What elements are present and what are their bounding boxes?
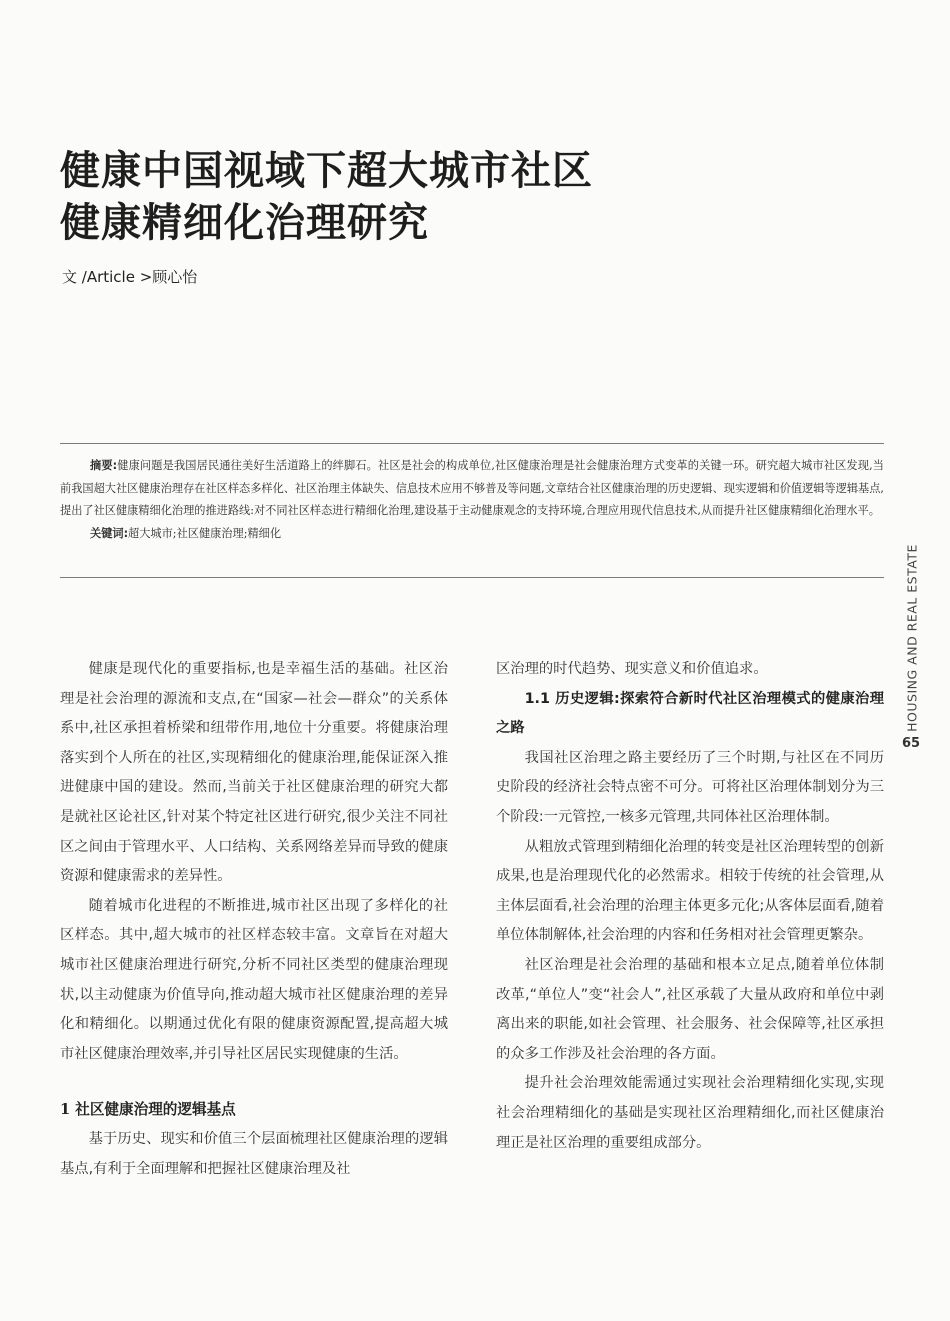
author-byline: 文 /Article >顾心怡 — [62, 268, 198, 286]
body-paragraph: 从粗放式管理到精细化治理的转变是社区治理转型的创新成果,也是治理现代化的必然需求。相较于传统的社会管理,从主体层面看,社会治理的治理主体更多元化;从客体层面看,随着单位体制解体,社会治理的内容和任务相对社会管理更繁杂。 — [496, 838, 884, 944]
running-head — [901, 544, 923, 732]
keywords-line — [60, 523, 884, 546]
abstract-paragraph — [60, 455, 884, 523]
abstract-top-rule — [60, 443, 884, 444]
body-paragraph: 社区治理是社会治理的基础和根本立足点,随着单位体制改革,“单位人”变“社会人”,社区承载了大量从政府和单位中剥离出来的职能,如社会管理、社会服务、社会保障等,社区承担的众多工作涉及社会治理的各方面。 — [496, 956, 884, 1062]
subsection-heading: 1.1 历史逻辑:探索符合新时代社区治理模式的健康治理之路 — [496, 690, 884, 737]
page-number: 65 — [902, 736, 921, 751]
body-right-column — [496, 655, 884, 1158]
abstract-bottom-rule — [60, 577, 884, 578]
body-left-column — [60, 655, 448, 1184]
abstract-block — [60, 455, 884, 545]
body-paragraph: 区治理的时代趋势、现实意义和价值追求。 — [496, 661, 768, 677]
article-title — [60, 145, 680, 249]
keywords-label: 关键词: — [90, 526, 129, 540]
keywords-text: 超大城市;社区健康治理;精细化 — [128, 526, 282, 540]
body-paragraph: 提升社会治理效能需通过实现社会治理精细化实现,实现社会治理精细化的基础是实现社区治理精细化,而社区健康治理正是社区治理的重要组成部分。 — [496, 1075, 884, 1151]
abstract-text: 健康问题是我国居民通往美好生活道路上的绊脚石。社区是社会的构成单位,社区健康治理是社会健康治理方式变革的关键一环。研究超大城市社区发现,当前我国超大社区健康治理存在社区样态多样化、社区治理主体缺失、信息技术应用不够普及等问题,文章结合社区健康治理的历史逻辑、现实逻辑和价值逻辑等逻辑基点,提出了社区健康精细化治理的推进路线:对不同社区样态进行精细化治理,建设基于主动健康观念的支持环境,合理应用现代信息技术,从而提升社区健康精细化治理水平。 — [60, 459, 884, 518]
body-paragraph: 随着城市化进程的不断推进,城市社区出现了多样化的社区样态。其中,超大城市的社区样态较丰富。文章旨在对超大城市社区健康治理进行研究,分析不同社区类型的健康治理现状,以主动健康为价值导向,推动超大城市社区健康治理的差异化和精细化。以期通过优化有限的健康资源配置,提高超大城市社区健康治理效率,并引导社区居民实现健康的生活。 — [60, 897, 448, 1062]
body-paragraph: 健康是现代化的重要指标,也是幸福生活的基础。社区治理是社会治理的源流和支点,在“国家—社会—群众”的关系体系中,社区承担着桥梁和纽带作用,地位十分重要。将健康治理落实到个人所在的社区,实现精细化的健康治理,能保证深入推进健康中国的建设。然而,当前关于社区健康治理的研究大都是就社区论社区,针对某个特定社区进行研究,很少关注不同社区之间由于管理水平、人口结构、关系网络差异而导致的健康资源和健康需求的差异性。 — [60, 661, 448, 885]
title-line-1: 健康中国视域下超大城市社区 — [60, 148, 593, 194]
running-head-text: HOUSING AND REAL ESTATE — [904, 544, 920, 732]
title-line-2: 健康精细化治理研究 — [60, 200, 429, 246]
body-paragraph: 基于历史、现实和价值三个层面梳理社区健康治理的逻辑基点,有利于全面理解和把握社区健康治理及社 — [60, 1130, 448, 1177]
abstract-label: 摘要: — [90, 459, 118, 472]
body-paragraph: 我国社区治理之路主要经历了三个时期,与社区在不同历史阶段的经济社会特点密不可分。可将社区治理体制划分为三个阶段:一元管控,一核多元管理,共同体社区治理体制。 — [496, 749, 884, 825]
section-heading: 1 社区健康治理的逻辑基点 — [60, 1101, 236, 1119]
